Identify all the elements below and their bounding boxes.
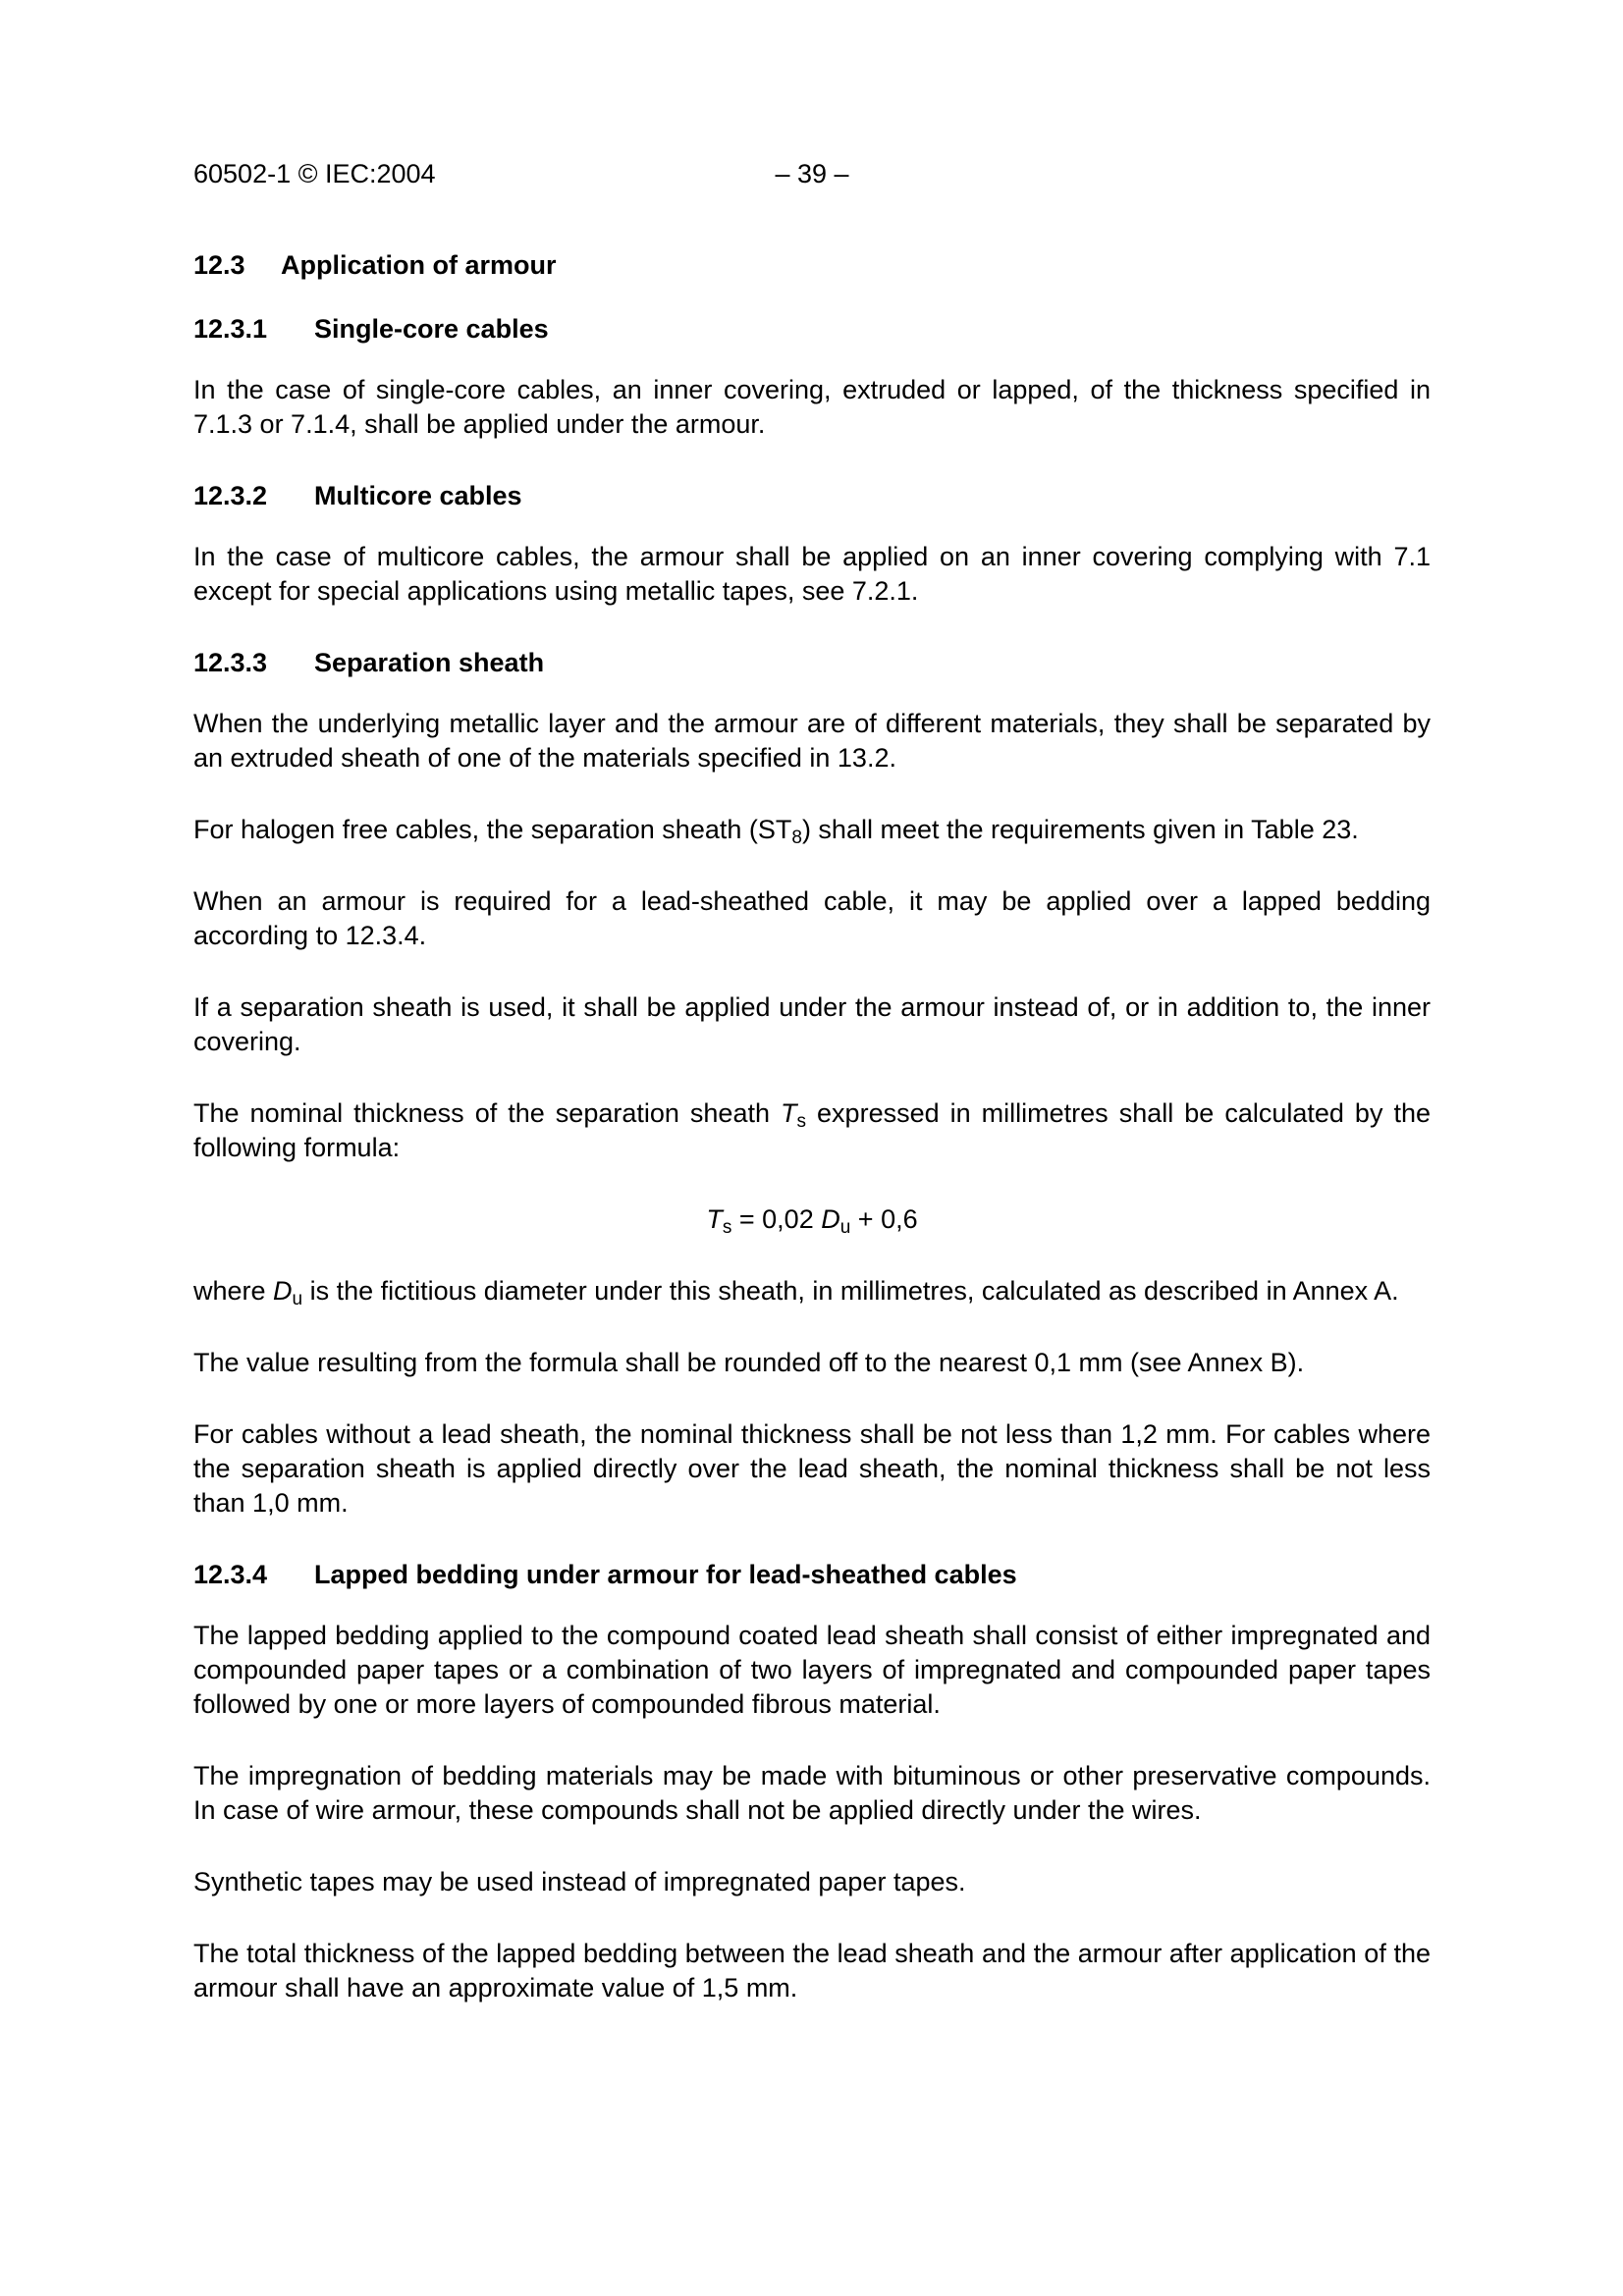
page-header [193, 157, 1431, 191]
paragraph-metallic-layer: When the underlying metallic layer and the armour are of different materials, they shall be separated by an extruded sheath of one of the materials specified in 13.2. [193, 709, 1431, 773]
heading-number: 12.3.4 [193, 1560, 268, 1589]
paragraph-fictitious-diameter [193, 1274, 1431, 1308]
heading-title: Single-core cables [314, 314, 549, 344]
variable-T: T [706, 1204, 723, 1234]
text-segment: is the fictitious diameter under this sheath, in millimetres, calculated as described in Annex A. [302, 1276, 1399, 1306]
paragraph-halogen-free [193, 813, 1431, 847]
paragraph-rounding: The value resulting from the formula shall be rounded off to the nearest 0,1 mm (see Annex B). [193, 1348, 1305, 1377]
text-segment: where [193, 1276, 274, 1306]
page-number: – 39 – [775, 159, 849, 188]
paragraph-synthetic-tapes: Synthetic tapes may be used instead of impregnated paper tapes. [193, 1867, 966, 1896]
variable-D: D [273, 1276, 293, 1306]
subscript-u: u [839, 1217, 851, 1238]
heading-title: Separation sheath [314, 648, 545, 677]
paragraph-multicore: In the case of multicore cables, the armour shall be applied on an inner covering complying with 7.1 except for special applications using metallic tapes, see 7.2.1. [193, 542, 1431, 606]
heading-number: 12.3.1 [193, 314, 268, 344]
formula-separation-sheath-thickness [193, 1202, 1431, 1237]
text-segment: ) shall meet the requirements given in Table 23. [801, 815, 1359, 844]
text-segment: expressed in millimetres shall be calculated by the following formula: [193, 1098, 1431, 1162]
heading-number: 12.3 [193, 250, 245, 280]
heading-12-3-3 [193, 646, 1431, 680]
heading-12-3-2 [193, 479, 1431, 513]
subscript-8: 8 [791, 828, 802, 848]
formula-operator: = 0,02 [731, 1204, 822, 1234]
heading-12-3 [193, 248, 1431, 283]
heading-title: Lapped bedding under armour for lead-sheathed cables [314, 1560, 1017, 1589]
paragraph-lead-sheathed-armour: When an armour is required for a lead-sheathed cable, it may be applied over a lapped bedding according to 12.3.4. [193, 886, 1431, 950]
heading-number: 12.3.3 [193, 648, 268, 677]
text-segment: For halogen free cables, the separation sheath (ST [193, 815, 792, 844]
variable-D: D [821, 1204, 840, 1234]
heading-number: 12.3.2 [193, 481, 268, 510]
paragraph-total-thickness: The total thickness of the lapped bedding between the lead sheath and the armour after application of the armour shall have an approximate value of 1,5 mm. [193, 1939, 1431, 2002]
text-segment: The nominal thickness of the separation sheath [193, 1098, 782, 1128]
subscript-s: s [796, 1111, 807, 1132]
subscript-u: u [292, 1289, 303, 1309]
paragraph-lapped-bedding: The lapped bedding applied to the compound coated lead sheath shall consist of either impregnated and compounded paper tapes or a combination of two layers of impregnated and compounded paper tapes followed by one or more layers of compounded fibrous material. [193, 1621, 1431, 1719]
variable-T: T [781, 1098, 797, 1128]
paragraph-nominal-thickness [193, 1096, 1431, 1165]
paragraph-single-core: In the case of single-core cables, an inner covering, extruded or lapped, of the thickness specified in 7.1.3 or 7.1.4, shall be applied under the armour. [193, 375, 1431, 439]
paragraph-separation-sheath-use: If a separation sheath is used, it shall be applied under the armour instead of, or in addition to, the inner covering. [193, 992, 1431, 1056]
heading-12-3-1 [193, 312, 1431, 347]
document-reference: 60502-1 © IEC:2004 [193, 159, 436, 188]
heading-12-3-4 [193, 1558, 1431, 1592]
formula-constant: + 0,6 [850, 1204, 918, 1234]
heading-title: Multicore cables [314, 481, 522, 510]
subscript-s: s [722, 1217, 732, 1238]
paragraph-minimum-thickness: For cables without a lead sheath, the nominal thickness shall be not less than 1,2 mm. For cables where the separation sheath is applied directly over the lead sheath, the nominal thickness shall be not less than 1,0 mm. [193, 1419, 1431, 1518]
heading-title: Application of armour [281, 250, 557, 280]
paragraph-impregnation: The impregnation of bedding materials may be made with bituminous or other preservative compounds. In case of wire armour, these compounds shall not be applied directly under the wires. [193, 1761, 1431, 1825]
